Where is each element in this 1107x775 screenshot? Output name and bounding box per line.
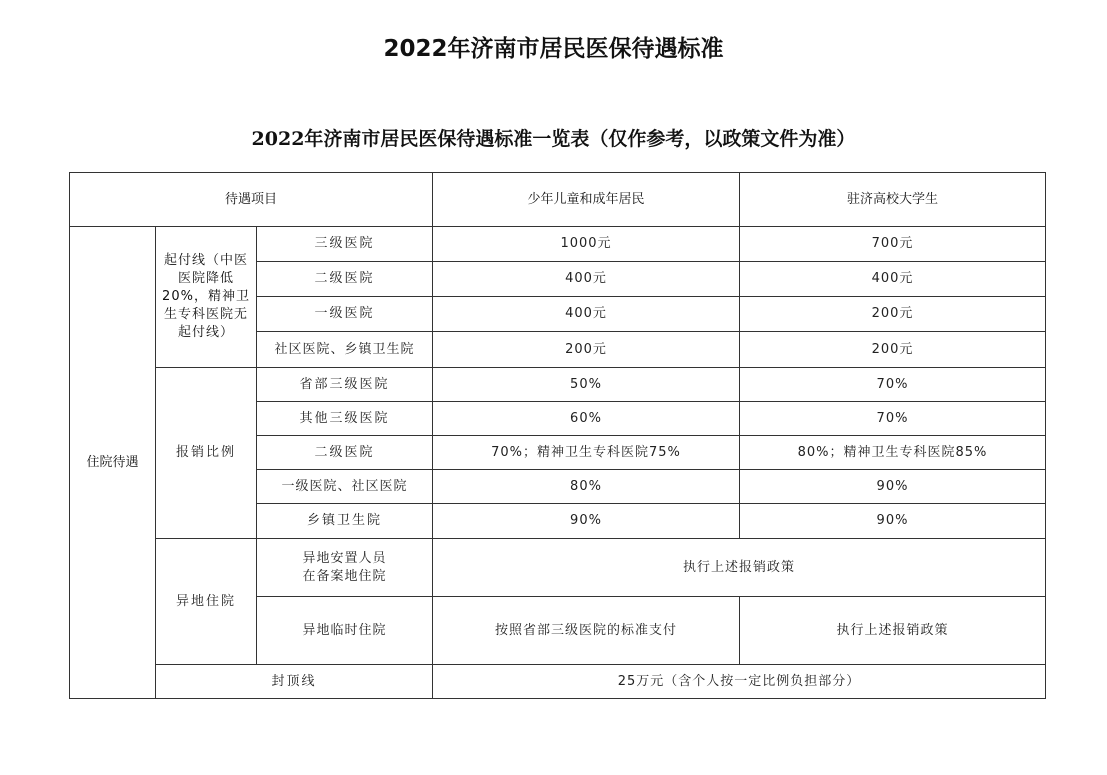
remote-settled-line2: 在备案地住院 xyxy=(302,568,387,584)
remote-label: 异地住院 xyxy=(156,539,257,665)
remote-settled-line1: 异地安置人员 xyxy=(302,550,387,566)
header-row xyxy=(70,173,1046,227)
value-a: 80% xyxy=(433,470,740,504)
hospital-level: 一级医院、社区医院 xyxy=(257,470,433,504)
table-caption: 2022年济南市居民医保待遇标准一览表（仅作参考，以政策文件为准） xyxy=(251,128,856,150)
remote-temp-b: 执行上述报销政策 xyxy=(740,597,1046,665)
value-a: 400元 xyxy=(433,297,740,332)
hospital-level: 二级医院 xyxy=(257,436,433,470)
table-row xyxy=(70,665,1046,699)
benefits-table xyxy=(69,172,1046,699)
inpatient-section-label: 住院待遇 xyxy=(70,227,156,699)
hospital-level: 三级医院 xyxy=(257,227,433,262)
hospital-level: 乡镇卫生院 xyxy=(257,504,433,539)
value-b: 70% xyxy=(740,368,1046,402)
hospital-level: 一级医院 xyxy=(257,297,433,332)
value-b: 200元 xyxy=(740,297,1046,332)
remote-temp-a: 按照省部三级医院的标准支付 xyxy=(433,597,740,665)
value-b: 700元 xyxy=(740,227,1046,262)
remote-settled-label xyxy=(257,539,433,597)
hospital-level: 二级医院 xyxy=(257,262,433,297)
header-item: 待遇项目 xyxy=(70,173,433,227)
value-b: 70% xyxy=(740,402,1046,436)
value-a: 70%；精神卫生专科医院75% xyxy=(433,436,740,470)
hospital-level: 其他三级医院 xyxy=(257,402,433,436)
header-col-a: 少年儿童和成年居民 xyxy=(433,173,740,227)
cap-value: 25万元（含个人按一定比例负担部分） xyxy=(433,665,1046,699)
deductible-label: 起付线（中医医院降低20%，精神卫生专科医院无起付线） xyxy=(156,227,257,368)
value-b: 90% xyxy=(740,470,1046,504)
remote-settled-value: 执行上述报销政策 xyxy=(433,539,1046,597)
page-title: 2022年济南市居民医保待遇标准 xyxy=(383,36,724,62)
hospital-level: 省部三级医院 xyxy=(257,368,433,402)
table-row xyxy=(70,227,1046,262)
value-a: 200元 xyxy=(433,332,740,368)
value-b: 90% xyxy=(740,504,1046,539)
value-a: 60% xyxy=(433,402,740,436)
hospital-level: 社区医院、乡镇卫生院 xyxy=(257,332,433,368)
value-b: 400元 xyxy=(740,262,1046,297)
remote-temp-label: 异地临时住院 xyxy=(257,597,433,665)
value-b: 200元 xyxy=(740,332,1046,368)
value-b: 80%；精神卫生专科医院85% xyxy=(740,436,1046,470)
table-row xyxy=(70,539,1046,597)
cap-label: 封顶线 xyxy=(156,665,433,699)
value-a: 400元 xyxy=(433,262,740,297)
reimbursement-label: 报销比例 xyxy=(156,368,257,539)
value-a: 90% xyxy=(433,504,740,539)
value-a: 50% xyxy=(433,368,740,402)
header-col-b: 驻济高校大学生 xyxy=(740,173,1046,227)
value-a: 1000元 xyxy=(433,227,740,262)
table-row xyxy=(70,368,1046,402)
